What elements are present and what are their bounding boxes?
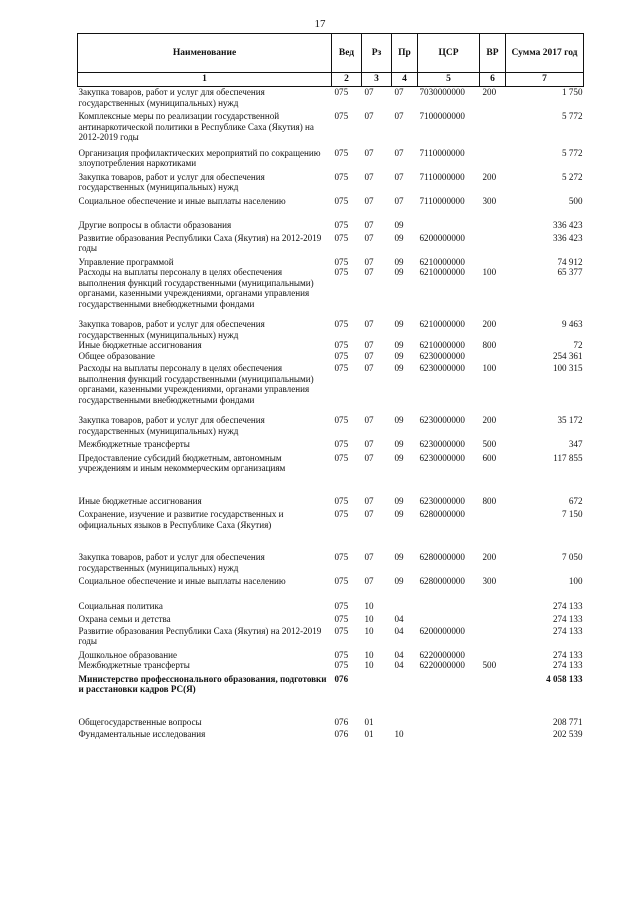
cell-pr: 10 [394, 729, 404, 739]
table-row [78, 361, 584, 405]
cell-ved: 075 [334, 600, 349, 611]
cell-csr: 7100000000 [419, 111, 465, 121]
cell-rz: 07 [364, 509, 374, 519]
cell-pr: 09 [394, 495, 404, 506]
cell-name: Расходы на выплаты персоналу в целях обеспечения выполнения функций государственными (муниципальными) органами, казенными учреждениями, органами управления государственными внебюджетными фондами [78, 363, 314, 405]
cell-vr: 500 [482, 660, 497, 670]
table-row [78, 695, 584, 728]
cell-csr: 6230000000 [419, 495, 465, 506]
cell-sum: 1 750 [562, 87, 583, 97]
cell-sum: 100 [568, 576, 583, 586]
cell-sum: 254 361 [552, 350, 583, 361]
cell-csr: 6230000000 [419, 452, 465, 463]
cell-vr: 200 [482, 552, 497, 562]
cell-rz: 10 [364, 625, 374, 636]
cell-rz: 07 [364, 87, 374, 97]
column-number: 3 [362, 73, 392, 87]
cell-csr: 6210000000 [419, 340, 465, 350]
cell-rz: 07 [364, 267, 374, 277]
cell-vr: 300 [482, 195, 497, 206]
cell-ved: 075 [334, 660, 349, 670]
cell-csr: 6280000000 [419, 509, 465, 519]
cell-vr [480, 231, 506, 254]
cell-rz: 01 [364, 729, 374, 739]
table-row [78, 436, 584, 450]
cell-ved: 075 [334, 350, 349, 361]
cell-rz: 01 [364, 716, 374, 727]
cell-vr [480, 143, 506, 169]
cell-csr: 6210000000 [419, 319, 465, 329]
cell-csr: 6200000000 [419, 232, 465, 243]
cell-vr [480, 206, 506, 231]
cell-rz: 07 [364, 439, 374, 449]
cell-vr: 800 [482, 340, 497, 350]
cell-name: Сохранение, изучение и развитие государственных и официальных языков в Республике Саха (Якутия) [78, 509, 284, 530]
cell-ved: 075 [334, 256, 349, 267]
cell-name: Охрана семьи и детства [78, 614, 171, 624]
cell-csr: 6210000000 [419, 267, 465, 277]
column-number: 4 [392, 73, 418, 87]
cell-rz: 07 [364, 319, 374, 329]
cell-csr: 6280000000 [419, 552, 465, 562]
table-row [78, 405, 584, 436]
column-number: 5 [418, 73, 480, 87]
cell-vr: 200 [482, 415, 497, 425]
cell-vr: 200 [482, 319, 497, 329]
cell-sum: 65 377 [557, 267, 583, 277]
page-number: 17 [314, 18, 326, 30]
cell-pr: 09 [394, 340, 404, 350]
cell-rz: 07 [364, 452, 374, 463]
cell-sum: 4 058 133 [546, 673, 583, 684]
cell-vr: 600 [482, 452, 497, 463]
cell-sum: 72 [573, 340, 583, 350]
column-number: 1 [78, 73, 332, 87]
cell-ved: 076 [334, 716, 349, 727]
table-header [78, 34, 584, 87]
cell-sum: 35 172 [557, 415, 583, 425]
cell-pr: 07 [394, 111, 404, 121]
cell-vr [480, 254, 506, 268]
cell-pr: 07 [394, 171, 404, 182]
cell-vr [480, 671, 506, 695]
cell-name: Общегосударственные вопросы [78, 716, 202, 727]
cell-rz: 07 [364, 111, 374, 121]
cell-csr: 6220000000 [419, 649, 465, 660]
cell-ved: 075 [334, 614, 349, 624]
cell-ved: 075 [334, 87, 349, 97]
cell-name: Предоставление субсидий бюджетным, автономным учреждениям и иным некоммерческим организациям [78, 452, 286, 473]
column-number: 7 [506, 73, 584, 87]
cell-pr: 07 [394, 195, 404, 206]
cell-pr: 04 [394, 649, 404, 660]
cell-rz: 07 [364, 220, 374, 230]
table-row [78, 611, 584, 625]
cell-vr [480, 506, 506, 530]
cell-name: Развитие образования Республики Саха (Якутия) на 2012-2019 годы [78, 625, 322, 646]
cell-pr: 07 [394, 87, 404, 97]
cell-name: Закупка товаров, работ и услуг для обеспечения государственных (муниципальных) нужд [78, 319, 265, 340]
table-row [78, 340, 584, 351]
budget-table [77, 33, 584, 740]
cell-sum: 274 133 [552, 614, 583, 624]
cell-pr: 09 [394, 415, 404, 425]
cell-rz: 07 [364, 363, 374, 373]
cell-sum: 7 150 [562, 509, 583, 519]
cell-pr: 09 [394, 350, 404, 361]
cell-vr [480, 108, 506, 143]
table-row [78, 671, 584, 695]
cell-sum: 208 771 [552, 716, 583, 727]
cell-sum: 9 463 [562, 319, 583, 329]
cell-sum: 100 315 [552, 363, 583, 373]
table-row [78, 169, 584, 193]
cell-sum: 347 [568, 439, 583, 449]
cell-ved: 075 [334, 415, 349, 425]
cell-ved: 075 [334, 495, 349, 506]
cell-name: Закупка товаров, работ и услуг для обеспечения государственных (муниципальных) нужд [78, 171, 265, 192]
cell-rz: 07 [364, 147, 374, 158]
cell-csr: 6210000000 [419, 256, 465, 267]
cell-sum: 117 855 [553, 452, 583, 463]
cell-name: Закупка товаров, работ и услуг для обеспечения государственных (муниципальных) нужд [78, 552, 265, 573]
cell-name: Развитие образования Республики Саха (Якутия) на 2012-2019 годы [78, 232, 322, 253]
cell-rz: 07 [364, 552, 374, 562]
cell-name: Социальное обеспечение и иные выплаты населению [78, 195, 286, 206]
cell-pr: 09 [394, 220, 404, 230]
table-body [78, 87, 584, 740]
cell-rz: 10 [364, 600, 374, 611]
cell-name: Социальное обеспечение и иные выплаты населению [78, 576, 286, 586]
cell-vr [480, 727, 506, 740]
cell-ved: 075 [334, 232, 349, 243]
cell-ved: 075 [334, 111, 349, 121]
table-row [78, 587, 584, 612]
cell-ved: 075 [334, 509, 349, 519]
cell-vr: 500 [482, 439, 497, 449]
cell-sum: 274 133 [552, 600, 583, 611]
cell-ved: 075 [334, 171, 349, 182]
table-row [78, 647, 584, 661]
cell-csr: 7030000000 [419, 87, 465, 97]
cell-csr: 7110000000 [419, 147, 465, 158]
cell-sum: 7 050 [562, 552, 583, 562]
cell-name: Социальная политика [78, 600, 163, 611]
cell-pr: 09 [394, 267, 404, 277]
table-row [78, 193, 584, 207]
cell-name: Министерство профессионального образования, подготовки и расстановки кадров РС(Я) [78, 673, 327, 694]
cell-sum: 202 539 [552, 729, 583, 739]
cell-vr [480, 351, 506, 362]
cell-pr: 09 [394, 232, 404, 243]
cell-rz: 07 [364, 256, 374, 267]
table-row [78, 231, 584, 254]
cell-name: Иные бюджетные ассигнования [78, 495, 202, 506]
cell-vr [480, 695, 506, 728]
cell-name: Расходы на выплаты персоналу в целях обеспечения выполнения функций государственными (муниципальными) органами, казенными учреждениями, органами управления государственными внебюджетными фондами [78, 267, 314, 309]
cell-rz: 10 [364, 614, 374, 624]
cell-csr: 6230000000 [419, 350, 465, 361]
cell-rz: 07 [364, 415, 374, 425]
cell-csr: 6200000000 [419, 625, 465, 636]
column-number: 6 [480, 73, 506, 87]
cell-ved: 075 [334, 649, 349, 660]
cell-ved: 075 [334, 319, 349, 329]
cell-ved: 075 [334, 340, 349, 350]
cell-name: Общее образование [78, 350, 155, 361]
cell-csr [418, 611, 480, 625]
cell-name: Межбюджетные трансферты [78, 660, 190, 670]
cell-ved: 075 [334, 625, 349, 636]
cell-rz: 07 [364, 350, 374, 361]
cell-name: Межбюджетные трансферты [78, 439, 190, 449]
cell-vr [480, 625, 506, 647]
table-row [78, 254, 584, 268]
cell-vr: 300 [482, 576, 497, 586]
cell-vr: 100 [482, 267, 497, 277]
cell-rz: 07 [364, 171, 374, 182]
cell-sum: 336 423 [552, 220, 583, 230]
cell-csr [418, 695, 480, 728]
cell-sum: 5 772 [562, 111, 583, 121]
cell-ved: 075 [334, 363, 349, 373]
cell-pr: 07 [394, 147, 404, 158]
table-row [78, 267, 584, 309]
cell-name: Фундаментальные исследования [78, 729, 206, 739]
cell-ved: 075 [334, 195, 349, 206]
header-sum: Сумма 2017 год [506, 34, 584, 73]
header-ved: Вед [332, 34, 362, 73]
cell-ved: 075 [334, 552, 349, 562]
cell-ved: 076 [334, 729, 349, 739]
cell-sum: 74 912 [557, 256, 583, 267]
cell-ved: 075 [334, 439, 349, 449]
cell-rz: 10 [364, 660, 374, 670]
cell-pr: 09 [394, 552, 404, 562]
cell-sum: 500 [568, 195, 583, 206]
table-row [78, 143, 584, 169]
cell-sum: 336 423 [552, 232, 583, 243]
cell-ved: 075 [334, 576, 349, 586]
table-row [78, 625, 584, 647]
cell-pr [392, 695, 418, 728]
table-row [78, 506, 584, 530]
cell-vr: 800 [482, 495, 497, 506]
header-vr: ВР [480, 34, 506, 73]
cell-name: Организация профилактических мероприятий по сокращению злоупотребления наркотиками [78, 147, 321, 168]
table-row [78, 727, 584, 740]
cell-name: Комплексные меры по реализации государственной антинаркотической политики в Республике Саха (Якутия) на 2012-2019 годы [78, 111, 314, 142]
table-row [78, 206, 584, 231]
cell-pr [392, 671, 418, 695]
cell-pr: 09 [394, 439, 404, 449]
cell-vr [480, 611, 506, 625]
cell-ved: 075 [334, 147, 349, 158]
cell-rz: 07 [364, 195, 374, 206]
cell-csr [418, 671, 480, 695]
cell-csr [418, 727, 480, 740]
cell-pr: 09 [394, 509, 404, 519]
cell-sum: 274 133 [552, 625, 583, 636]
cell-sum: 672 [568, 495, 583, 506]
table-row [78, 108, 584, 143]
cell-ved: 075 [334, 267, 349, 277]
cell-name: Дошкольное образование [78, 649, 177, 660]
table-row [78, 351, 584, 362]
cell-ved: 075 [334, 452, 349, 463]
cell-pr: 09 [394, 363, 404, 373]
cell-rz [362, 671, 392, 695]
cell-csr [418, 587, 480, 612]
cell-csr [418, 206, 480, 231]
cell-name: Управление программой [78, 256, 174, 267]
table-row [78, 573, 584, 587]
cell-name: Иные бюджетные ассигнования [78, 340, 202, 350]
table-row [78, 450, 584, 474]
cell-pr: 09 [394, 576, 404, 586]
cell-vr [480, 587, 506, 612]
cell-csr: 7110000000 [419, 171, 465, 182]
cell-name: Закупка товаров, работ и услуг для обеспечения государственных (муниципальных) нужд [78, 415, 265, 436]
cell-rz: 07 [364, 495, 374, 506]
header-csr: ЦСР [418, 34, 480, 73]
table-row [78, 660, 584, 671]
cell-pr: 04 [394, 614, 404, 624]
cell-vr: 200 [482, 171, 497, 182]
cell-vr [480, 647, 506, 661]
cell-vr: 200 [482, 87, 497, 97]
cell-pr [392, 587, 418, 612]
cell-pr: 09 [394, 256, 404, 267]
cell-sum: 5 772 [562, 147, 583, 158]
cell-sum: 274 133 [552, 660, 583, 670]
cell-csr: 7110000000 [419, 195, 465, 206]
cell-pr: 09 [394, 319, 404, 329]
cell-csr: 6230000000 [419, 415, 465, 425]
cell-csr: 6230000000 [419, 439, 465, 449]
cell-sum: 5 272 [562, 171, 583, 182]
header-name: Наименование [78, 34, 332, 73]
cell-csr: 6220000000 [419, 660, 465, 670]
cell-ved: 076 [334, 673, 349, 684]
table-row [78, 309, 584, 340]
table-row [78, 530, 584, 573]
cell-ved: 075 [334, 220, 349, 230]
header-pr: Пр [392, 34, 418, 73]
table-row [78, 87, 584, 109]
cell-pr: 04 [394, 660, 404, 670]
cell-rz: 10 [364, 649, 374, 660]
header-rz: Рз [362, 34, 392, 73]
cell-sum: 274 133 [552, 649, 583, 660]
column-number: 2 [332, 73, 362, 87]
cell-pr: 04 [394, 625, 404, 636]
cell-name: Закупка товаров, работ и услуг для обеспечения государственных (муниципальных) нужд [78, 87, 265, 108]
cell-rz: 07 [364, 340, 374, 350]
cell-name: Другие вопросы в области образования [78, 220, 232, 230]
cell-csr: 6230000000 [419, 363, 465, 373]
table-row [78, 474, 584, 507]
cell-rz: 07 [364, 576, 374, 586]
cell-rz: 07 [364, 232, 374, 243]
cell-csr: 6280000000 [419, 576, 465, 586]
cell-vr: 100 [482, 363, 497, 373]
cell-pr: 09 [394, 452, 404, 463]
